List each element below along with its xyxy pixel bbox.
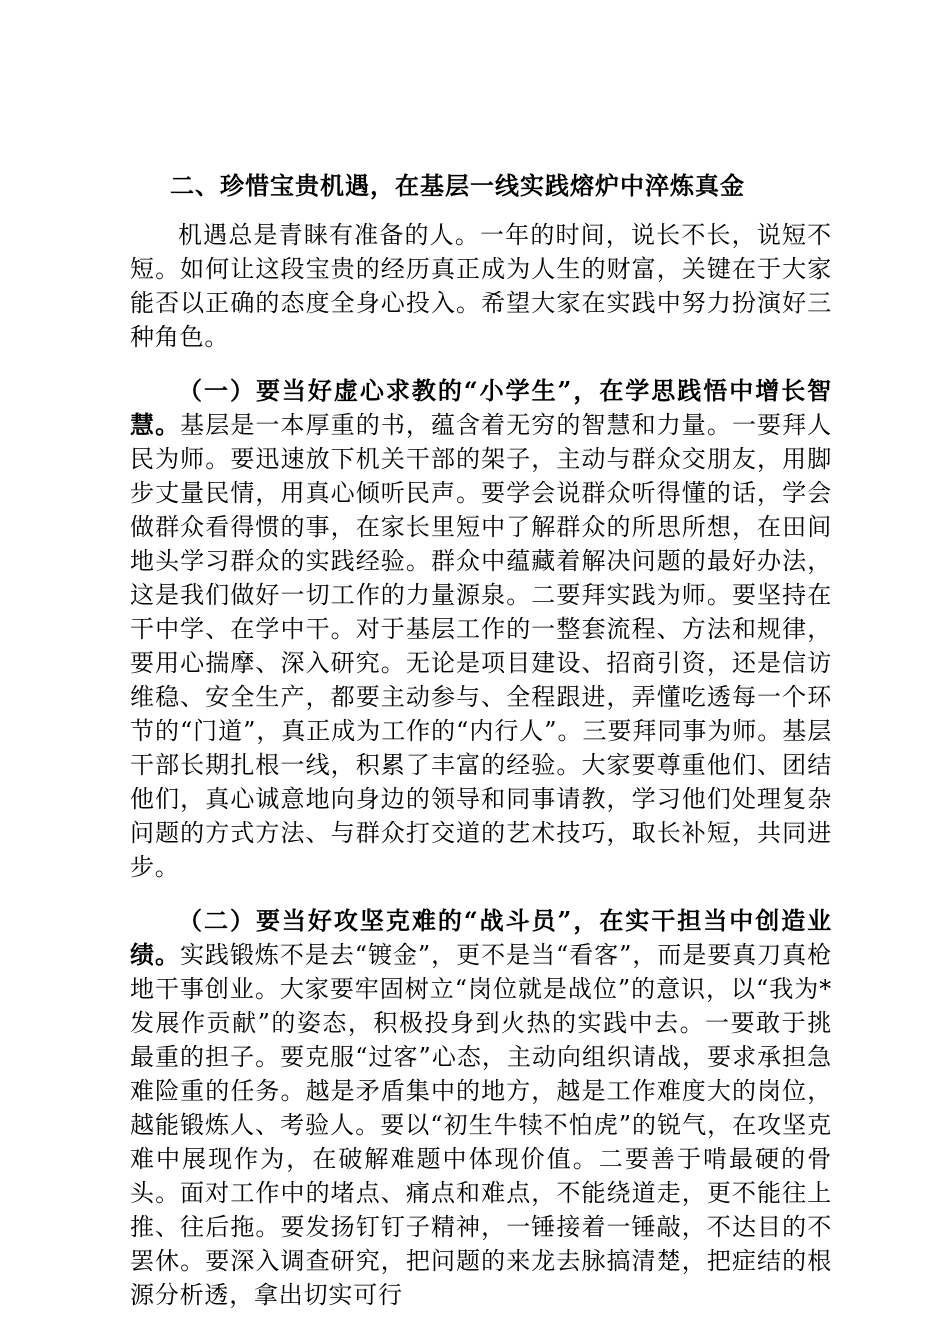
subsection-paragraph-2 [130, 904, 832, 1312]
intro-paragraph: 机遇总是青睐有准备的人。一年的时间，说长不长，说短不短。如何让这段宝贵的经历真正成为人生的财富，关键在于大家能否以正确的态度全身心投入。希望大家在实践中努力扮演好三种角色。 [130, 221, 832, 351]
subsection-body-2: 实践锻炼不是去“镀金”，更不是当“看客”，而是要真刀真枪地干事创业。大家要牢固树立“岗位就是战位”的意识，以“我为*发展作贡献”的姿态，积极投身到火热的实践中去。一要敢于挑最重的担子。要克服“过客”心态，主动向组织请战，要求承担急难险重的任务。越是矛盾集中的地方，越是工作难度大的岗位，越能锻炼人、考验人。要以“初生牛犊不怕虎”的锐气，在攻坚克难中展现作为，在破解难题中体现价值。二要善于啃最硬的骨头。面对工作中的堵点、痛点和难点，不能绕道走，更不能往上推、往后拖。要发扬钉钉子精神，一锤接着一锤敲，不达目的不罢休。要深入调查研究，把问题的来龙去脉搞清楚，把症结的根源分析透，拿出切实可行 [130, 941, 832, 1309]
subsection-heading-1: （一）要当好虚心求教的“小学生”，在学思践悟中增长智慧。 [130, 376, 832, 439]
document-body [130, 168, 832, 1312]
subsection-heading-2: （二）要当好攻坚克难的“战斗员”，在实干担当中创造业绩。 [130, 906, 832, 969]
section-heading: 二、珍惜宝贵机遇，在基层一线实践熔炉中淬炼真金 [170, 171, 745, 200]
subsection-paragraph-1 [130, 374, 832, 884]
subsection-body-1: 基层是一本厚重的书，蕴含着无穷的智慧和力量。一要拜人民为师。要迅速放下机关干部的架子，主动与群众交朋友，用脚步丈量民情，用真心倾听民声。要学会说群众听得懂的话，学会做群众看得惯的事，在家长里短中了解群众的所思所想，在田间地头学习群众的实践经验。群众中蕴藏着解决问题的最好办法，这是我们做好一切工作的力量源泉。二要拜实践为师。要坚持在干中学、在学中干。对于基层工作的一整套流程、方法和规律，要用心揣摩、深入研究。无论是项目建设、招商引资，还是信访维稳、安全生产，都要主动参与、全程跟进，弄懂吃透每一个环节的“门道”，真正成为工作的“内行人”。三要拜同事为师。基层干部长期扎根一线，积累了丰富的经验。大家要尊重他们、团结他们，真心诚意地向身边的领导和同事请教，学习他们处理复杂问题的方式方法、与群众打交道的艺术技巧，取长补短，共同进步。 [130, 411, 832, 881]
